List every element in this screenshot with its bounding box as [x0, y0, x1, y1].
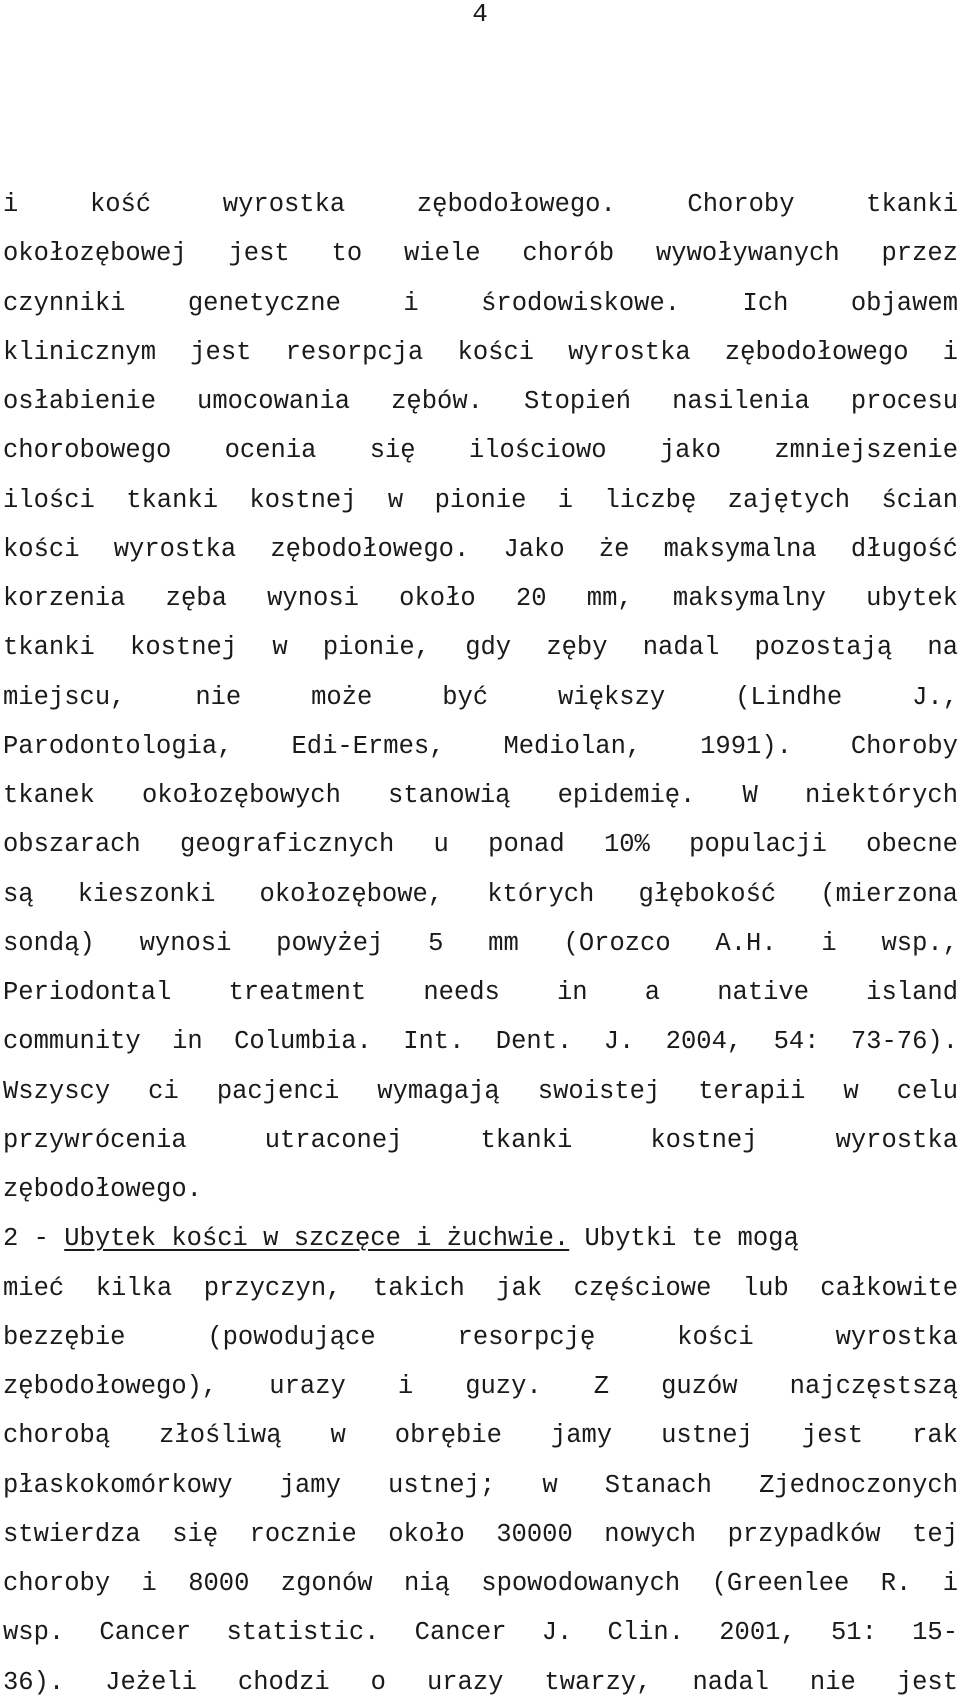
section-number: 2 - [3, 1224, 65, 1254]
text-line: Parodontologia, Edi-Ermes, Mediolan, 1991). Choroby [3, 731, 958, 761]
text-line: bezzębie (powodujące resorpcję kości wyrostka [3, 1322, 958, 1352]
text-line: Periodontal treatment needs in a native island [3, 978, 958, 1007]
text-line: zębodołowego), urazy i guzy. Z guzów najczęstszą [3, 1372, 958, 1401]
text-line: przywrócenia utraconej tkanki kostnej wyrostka [3, 1125, 958, 1155]
text-line: community in Columbia. Int. Dent. J. 2004, 54: 73-76). [3, 1027, 958, 1057]
text-line: ilości tkanki kostnej w pionie i liczbę zajętych ścian [3, 485, 958, 515]
text-line: obszarach geograficznych u ponad 10% populacji obecne [3, 830, 958, 860]
body-text [3, 180, 958, 1707]
text-line: mieć kilka przyczyn, takich jak częściowe lub całkowite [3, 1273, 958, 1303]
text-line: korzenia zęba wynosi około 20 mm, maksymalny ubytek [3, 584, 958, 613]
text-line: chorobą złośliwą w obrębie jamy ustnej jest rak [3, 1421, 958, 1451]
text-line: wsp. Cancer statistic. Cancer J. Clin. 2001, 51: 15- [3, 1618, 958, 1648]
page-number: 4 [472, 0, 488, 29]
text-line: sondą) wynosi powyżej 5 mm (Orozco A.H. i wsp., [3, 928, 958, 958]
text-line: stwierdza się rocznie około 30000 nowych przypadków tej [3, 1519, 958, 1549]
section-heading-continuation: Ubytki te mogą [569, 1224, 799, 1254]
text-line: zębodołowego. [3, 1175, 202, 1204]
text-line: płaskokomórkowy jamy ustnej; w Stanach Zjednoczonych [3, 1470, 958, 1500]
text-line: kości wyrostka zębodołowego. Jako że maksymalna długość [3, 534, 958, 564]
text-line: tkanek okołozębowych stanowią epidemię. W niektórych [3, 781, 958, 810]
text-line: chorobowego ocenia się ilościowo jako zmniejszenie [3, 436, 958, 466]
text-line: czynniki genetyczne i środowiskowe. Ich objawem [3, 288, 958, 318]
text-line: okołozębowej jest to wiele chorób wywoływanych przez [3, 239, 958, 269]
text-line: i kość wyrostka zębodołowego. Choroby tkanki [3, 190, 958, 219]
section-heading: Ubytek kości w szczęce i żuchwie. [64, 1224, 570, 1254]
text-line: miejscu, nie może być większy (Lindhe J., [3, 682, 958, 712]
text-line: Wszyscy ci pacjenci wymagają swoistej terapii w celu [3, 1076, 958, 1106]
text-line: są kieszonki okołozębowe, których głębokość (mierzona [3, 879, 958, 909]
text-line: 36). Jeżeli chodzi o urazy twarzy, nadal nie jest [3, 1667, 958, 1697]
section-heading-line [3, 1214, 958, 1263]
text-line: tkanki kostnej w pionie, gdy zęby nadal pozostają na [3, 633, 958, 663]
text-line: osłabienie umocowania zębów. Stopień nasilenia procesu [3, 387, 958, 416]
text-line: klinicznym jest resorpcja kości wyrostka zębodołowego i [3, 337, 958, 367]
text-line: choroby i 8000 zgonów nią spowodowanych (Greenlee R. i [3, 1569, 958, 1598]
